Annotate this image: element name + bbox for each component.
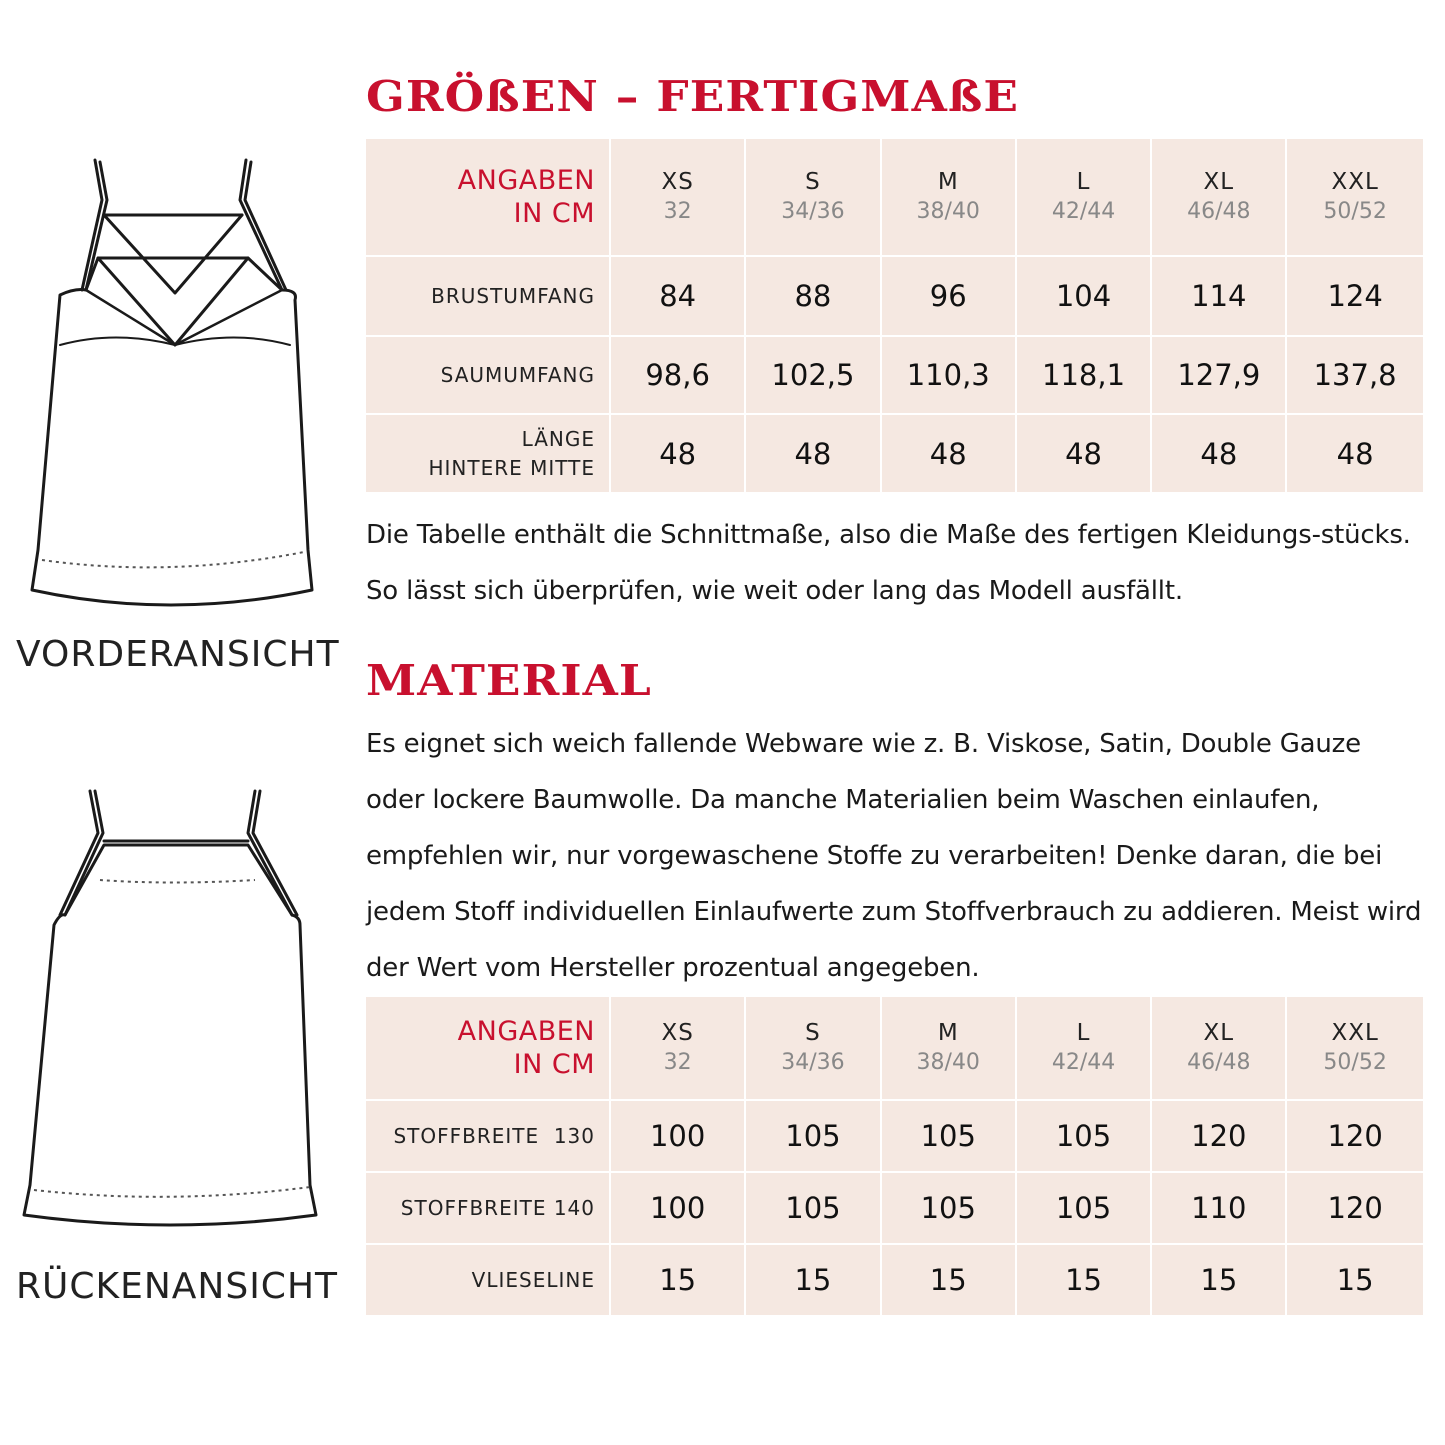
row-label-cell — [366, 1101, 611, 1173]
front-top-drawing — [20, 150, 320, 610]
value-cell — [882, 337, 1017, 415]
size-header-cell — [1152, 139, 1287, 257]
size-number: 38/40 — [916, 1050, 980, 1075]
cell-value: 110 — [1191, 1191, 1247, 1225]
value-cell — [1287, 257, 1422, 337]
size-number: 38/40 — [916, 199, 980, 224]
size-header-cell — [611, 139, 746, 257]
table-row — [366, 337, 1423, 415]
row-label: STOFFBREITE 140 — [400, 1195, 595, 1220]
size-number: 34/36 — [781, 199, 845, 224]
size-name: XS — [661, 1020, 694, 1046]
cell-value: 120 — [1191, 1119, 1247, 1153]
value-cell — [746, 415, 881, 494]
table-row — [366, 1245, 1423, 1317]
value-cell — [882, 1173, 1017, 1245]
cell-value: 48 — [1200, 436, 1238, 471]
table-row — [366, 1173, 1423, 1245]
value-cell — [1287, 1101, 1422, 1173]
value-cell — [1287, 1245, 1422, 1317]
header-label-line1: ANGABEN — [457, 1016, 595, 1047]
value-cell — [882, 415, 1017, 494]
value-cell — [611, 337, 746, 415]
row-label-cell — [366, 1245, 611, 1317]
back-view-sketch — [20, 785, 320, 1240]
cell-value: 88 — [794, 279, 832, 313]
value-cell — [1017, 415, 1152, 494]
value-cell — [1152, 1245, 1287, 1317]
value-cell — [611, 1173, 746, 1245]
cell-value: 104 — [1055, 279, 1112, 313]
value-cell — [1287, 415, 1422, 494]
material-table-header-row — [366, 997, 1423, 1101]
size-header-cell — [882, 997, 1017, 1101]
cell-value: 100 — [649, 1119, 706, 1153]
size-name: XL — [1203, 1020, 1235, 1046]
size-number: 46/48 — [1187, 1050, 1251, 1075]
size-number: 32 — [663, 1050, 692, 1075]
value-cell — [746, 337, 881, 415]
value-cell — [746, 1173, 881, 1245]
table-row — [366, 415, 1423, 494]
cell-value: 110,3 — [906, 358, 990, 392]
size-header-cell — [746, 997, 881, 1101]
cell-value: 15 — [1200, 1263, 1238, 1297]
header-label-line1: ANGABEN — [457, 165, 595, 196]
size-number: 32 — [663, 199, 692, 224]
cell-value: 15 — [794, 1263, 832, 1297]
row-label-line2: HINTERE MITTE — [428, 455, 595, 480]
size-header-cell — [1287, 997, 1422, 1101]
value-cell — [1017, 337, 1152, 415]
cell-value: 120 — [1327, 1191, 1383, 1225]
sizes-note: Die Tabelle enthält die Schnittmaße, also die Maße des fertigen Kleidungs-stücks. So lässt sich überprüfen, wie weit oder lang das Modell ausfällt. — [366, 520, 1411, 606]
cell-value: 98,6 — [645, 358, 710, 392]
value-cell — [746, 257, 881, 337]
sizes-table — [366, 139, 1423, 494]
cell-value: 105 — [785, 1119, 841, 1153]
value-cell — [882, 1245, 1017, 1317]
material-text: Es eignet sich weich fallende Webware wie z. B. Viskose, Satin, Double Gauze oder lockere Baumwolle. Da manche Materialien beim Waschen einlaufen, empfehlen wir, nur vorgewaschene Stoffe zu verarbeiten! Denke daran, die bei jedem Stoff individuellen Einlaufwerte zum Stoffverbrauch zu addieren. Meist wird der Wert vom Hersteller prozentual angegeben. — [366, 729, 1422, 983]
size-name: L — [1076, 1020, 1091, 1046]
size-header-cell — [1287, 139, 1422, 257]
table-row — [366, 1101, 1423, 1173]
value-cell — [1152, 337, 1287, 415]
size-number: 50/52 — [1323, 1050, 1387, 1075]
value-cell — [1152, 1101, 1287, 1173]
size-name: S — [805, 1020, 821, 1046]
value-cell — [882, 1101, 1017, 1173]
size-number: 42/44 — [1051, 199, 1116, 224]
cell-value: 105 — [920, 1191, 976, 1225]
row-label-cell — [366, 257, 611, 337]
material-table — [366, 997, 1423, 1317]
size-name: XL — [1203, 169, 1235, 195]
cell-value: 84 — [659, 279, 697, 313]
size-name: M — [937, 169, 959, 195]
value-cell — [611, 1101, 746, 1173]
value-cell — [882, 257, 1017, 337]
size-number: 46/48 — [1187, 199, 1251, 224]
cell-value: 48 — [929, 436, 967, 471]
header-label-cell — [366, 997, 611, 1101]
size-header-cell — [882, 139, 1017, 257]
header-label-line2: IN CM — [513, 198, 595, 229]
size-name: XS — [661, 169, 694, 195]
cell-value: 15 — [929, 1263, 967, 1297]
size-header-cell — [1152, 997, 1287, 1101]
row-label: SAUMUMFANG — [440, 362, 595, 387]
cell-value: 48 — [1065, 436, 1102, 471]
cell-value: 15 — [1065, 1263, 1102, 1297]
row-label: BRUSTUMFANG — [431, 283, 595, 308]
size-name: L — [1076, 169, 1091, 195]
value-cell — [1287, 337, 1422, 415]
cell-value: 102,5 — [771, 358, 855, 392]
cell-value: 105 — [785, 1191, 841, 1225]
sizes-table-header-row — [366, 139, 1423, 257]
cell-value: 105 — [1055, 1191, 1112, 1225]
value-cell — [1287, 1173, 1422, 1245]
front-view-sketch — [20, 150, 320, 610]
size-name: XXL — [1331, 1020, 1379, 1046]
row-label-cell — [366, 415, 611, 494]
row-label: STOFFBREITE 130 — [393, 1123, 595, 1148]
cell-value: 48 — [659, 436, 697, 471]
value-cell — [1152, 415, 1287, 494]
cell-value: 114 — [1191, 279, 1247, 313]
value-cell — [1152, 257, 1287, 337]
value-cell — [746, 1245, 881, 1317]
row-label: VLIESELINE — [471, 1267, 595, 1292]
cell-value: 124 — [1327, 279, 1383, 313]
row-label-cell — [366, 337, 611, 415]
row-label-cell — [366, 1173, 611, 1245]
value-cell — [611, 1245, 746, 1317]
value-cell — [1017, 1101, 1152, 1173]
size-number: 34/36 — [781, 1050, 845, 1075]
value-cell — [746, 1101, 881, 1173]
cell-value: 48 — [794, 436, 832, 471]
cell-value: 120 — [1327, 1119, 1383, 1153]
size-name: XXL — [1331, 169, 1379, 195]
size-number: 42/44 — [1051, 1050, 1116, 1075]
material-heading: MATERIAL — [366, 656, 652, 705]
value-cell — [611, 257, 746, 337]
size-header-cell — [611, 997, 746, 1101]
value-cell — [1017, 257, 1152, 337]
size-header-cell — [1017, 139, 1152, 257]
size-name: M — [937, 1020, 959, 1046]
table-row — [366, 257, 1423, 337]
cell-value: 48 — [1336, 436, 1374, 471]
value-cell — [1152, 1173, 1287, 1245]
value-cell — [1017, 1245, 1152, 1317]
cell-value: 105 — [920, 1119, 976, 1153]
front-view-label: VORDERANSICHT — [16, 634, 340, 675]
header-label-line2: IN CM — [513, 1049, 595, 1080]
cell-value: 100 — [649, 1191, 706, 1225]
back-top-drawing — [20, 785, 320, 1240]
sizes-heading: GRÖßEN – FERTIGMAßE — [366, 72, 1020, 121]
size-name: S — [805, 169, 821, 195]
cell-value: 15 — [659, 1263, 697, 1297]
size-header-cell — [746, 139, 881, 257]
cell-value: 118,1 — [1042, 358, 1126, 392]
value-cell — [1017, 1173, 1152, 1245]
cell-value: 15 — [1336, 1263, 1374, 1297]
value-cell — [611, 415, 746, 494]
cell-value: 96 — [929, 279, 967, 313]
back-view-label: RÜCKENANSICHT — [16, 1266, 339, 1307]
cell-value: 137,8 — [1313, 358, 1397, 392]
row-label-line1: LÄNGE — [521, 426, 595, 451]
header-label-cell — [366, 139, 611, 257]
cell-value: 127,9 — [1177, 358, 1261, 392]
cell-value: 105 — [1055, 1119, 1112, 1153]
size-number: 50/52 — [1323, 199, 1387, 224]
size-header-cell — [1017, 997, 1152, 1101]
